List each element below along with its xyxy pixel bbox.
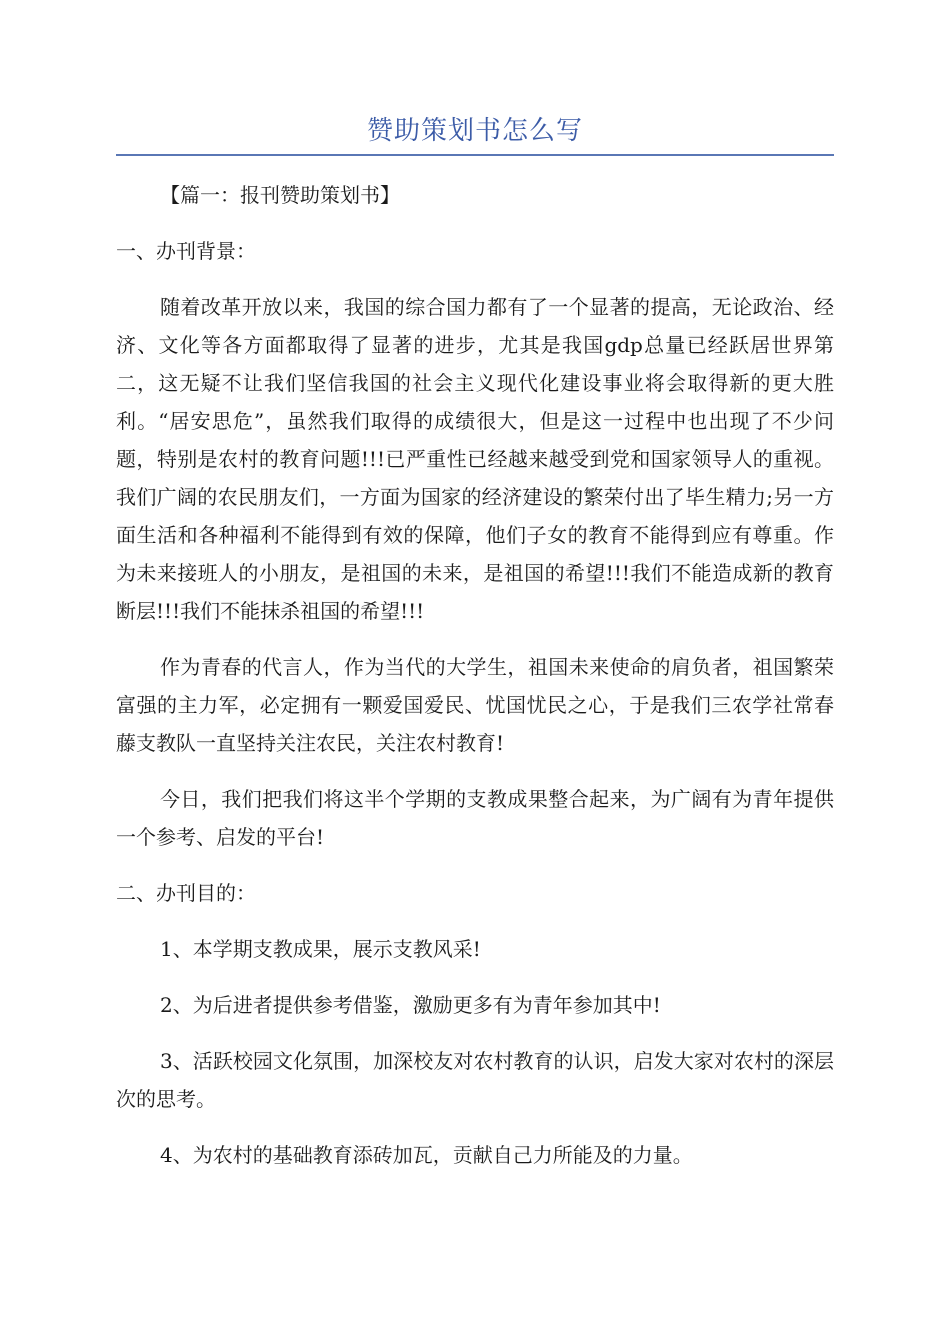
section-heading-part-one: 【篇一：报刊赞助策划书】 [160,183,400,207]
list-item-purpose-4: 4、为农村的基础教育添砖加瓦，贡献自己力所能及的力量。 [160,1143,693,1167]
heading-background: 一、办刊背景： [116,239,256,263]
title-underline [116,154,834,156]
document-title: 赞助策划书怎么写 [366,116,583,146]
paragraph-background: 随着改革开放以来，我国的综合国力都有了一个显著的提高，无论政治、经济、文化等各方面都取得了显著的进步，尤其是我国gdp总量已经跃居世界第二，这无疑不让我们坚信我国的社会主义现代化建设事业将会取得新的更大胜利。“居安思危”，虽然我们取得的成绩很大，但是这一过程中也出现了不少问题，特别是农村的教育问题!!!已严重性已经越来越受到党和国家领导人的重视。我们广阔的农民朋友们，一方面为国家的经济建设的繁荣付出了毕生精力;另一方面生活和各种福利不能得到有效的保障，他们子女的教育不能得到应有尊重。作为未来接班人的小朋友，是祖国的未来，是祖国的希望!!!我们不能造成新的教育断层!!!我们不能抹杀祖国的希望!!! [116,295,834,623]
paragraph-youth: 作为青春的代言人，作为当代的大学生，祖国未来使命的肩负者，祖国繁荣富强的主力军，必定拥有一颗爱国爱民、忧国忧民之心，于是我们三农学社常春藤支教队一直坚持关注农民，关注农村教育! [116,655,834,755]
list-item-purpose-1: 1、本学期支教成果，展示支教风采! [160,937,481,961]
document-page [116,0,834,1192]
document-body [116,176,834,1174]
list-item-purpose-3: 3、活跃校园文化氛围，加深校友对农村教育的认识，启发大家对农村的深层次的思考。 [116,1049,834,1111]
paragraph-today: 今日，我们把我们将这半个学期的支教成果整合起来，为广阔有为青年提供一个参考、启发的平台! [116,787,834,849]
heading-purpose: 二、办刊目的： [116,881,256,905]
list-item-purpose-2: 2、为后进者提供参考借鉴，激励更多有为青年参加其中! [160,993,661,1017]
